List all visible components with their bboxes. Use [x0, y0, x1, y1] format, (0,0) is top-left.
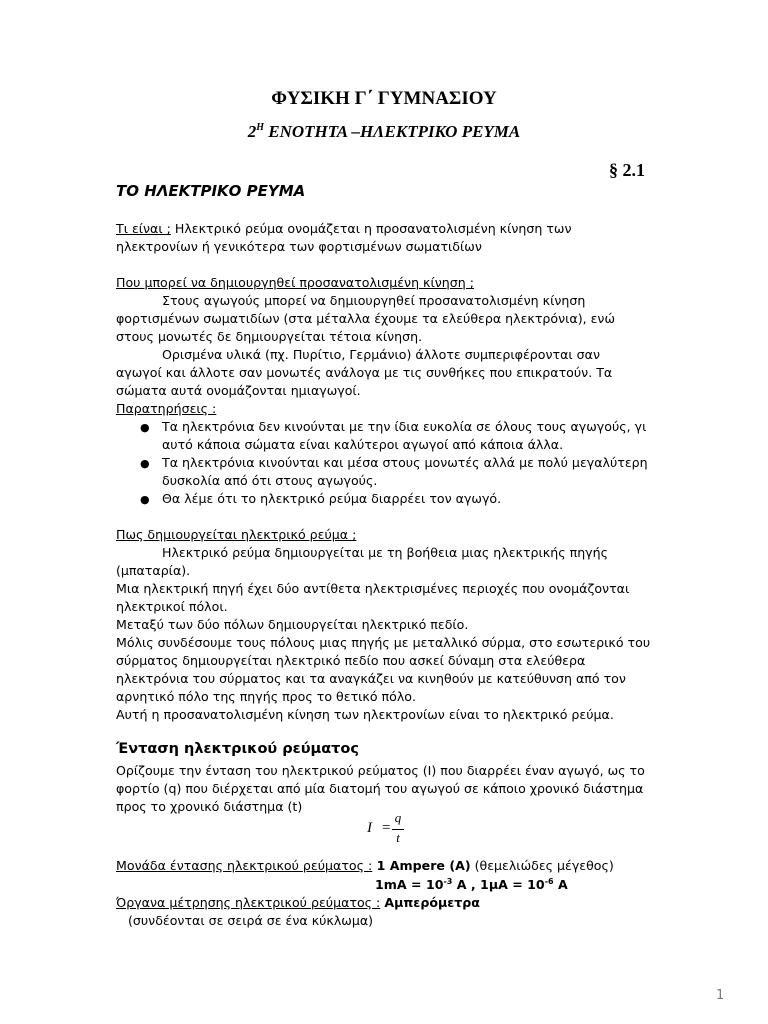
where-line-2: φορτισμένων σωματιδίων (στα μέταλλα έχουμε τα ελεύθερα ηλεκτρόνια), ενώ — [116, 311, 616, 326]
page-title: ΦΥΣΙΚΗ Γ΄ ΓΥΜΝΑΣΙΟΥ — [271, 88, 497, 109]
note-2-line-1: Τα ηλεκτρόνια κινούνται και μέσα στους μονωτές αλλά με πολύ μεγαλύτερη — [162, 455, 648, 470]
notes-label: Παρατηρήσεις : — [116, 401, 217, 416]
instruments-line: Όργανα μέτρησης ηλεκτρικού ρεύματος : Αμπερόμετρα — [116, 895, 480, 910]
current-formula — [360, 810, 420, 850]
section-number: § 2.1 — [609, 160, 645, 180]
formula-denominator: t — [396, 830, 400, 845]
intensity-line-2: φορτίο (q) που διέρχεται από μία διατομή του αγωγού σε κάποιο χρονικό διάστημα — [116, 781, 644, 796]
bullet-icon: ● — [140, 421, 150, 434]
how-line-10: Αυτή η προσανατολισμένη κίνηση των ηλεκτρονίων είναι το ηλεκτρικό ρεύμα. — [116, 707, 614, 722]
how-line-6: Μόλις συνδέσουμε τους πόλους μιας πηγής με μεταλλικό σύρμα, στο εσωτερικό του — [116, 635, 651, 650]
main-heading: ΤΟ ΗΛΕΚΤΡΙΚΟ ΡΕΥΜΑ — [116, 182, 306, 200]
note-3-line-1: Θα λέμε ότι το ηλεκτρικό ρεύμα διαρρέει τον αγωγό. — [162, 491, 502, 506]
how-line-3: Μια ηλεκτρική πηγή έχει δύο αντίθετα ηλεκτρισμένες περιοχές που ονομάζονται — [116, 581, 630, 596]
intensity-line-3: προς το χρονικό διάστημα (t) — [116, 799, 303, 814]
unit-conversions: $1mA = 10^{-3}$ A , $1\mu A = 10^{-6}$ A — [375, 877, 568, 892]
page-number: 1 — [716, 988, 725, 1003]
bullet-icon: ● — [140, 457, 150, 470]
note-2-line-2: δυσκολία από ότι στους αγωγούς. — [162, 473, 378, 488]
bullet-icon: ● — [140, 493, 150, 506]
formula-equals: = — [382, 820, 391, 836]
how-line-8: ηλεκτρόνια του σύρματος και τα αναγκάζει να κινηθούν με κατεύθυνση από τον — [116, 671, 626, 686]
intensity-line-1: Ορίζουμε την ένταση του ηλεκτρικού ρεύματος (Ι) που διαρρέει έναν αγωγό, ως το — [116, 763, 645, 778]
how-line-4: ηλεκτρικοί πόλοι. — [116, 599, 228, 614]
unit-line: Μονάδα έντασης ηλεκτρικού ρεύματος : 1 Ampere (A) (θεμελιώδες μέγεθος) — [116, 858, 614, 873]
how-line-2: (μπαταρία). — [116, 563, 191, 578]
where-label: Που μπορεί να δημιουργηθεί προσανατολισμένη κίνηση ; — [116, 275, 474, 290]
unit-subtitle: $2^H$ ΕΝΟΤΗΤΑ –ΗΛΕΚΤΡΙΚΟ ΡΕΥΜΑ — [247, 122, 521, 141]
how-line-7: σύρματος δημιουργείται ηλεκτρικό πεδίο που ασκεί δύναμη στα ελεύθερα — [116, 653, 586, 668]
where-line-5: αγωγοί και άλλοτε σαν μονωτές ανάλογα με τις συνθήκες που επικρατούν. Τα — [116, 365, 613, 380]
how-line-9: αρνητικό πόλο της πηγής προς το θετικό πόλο. — [116, 689, 416, 704]
note-1-line-2: αυτό κάποια σώματα είναι καλύτεροι αγωγοί από κάποια άλλα. — [162, 437, 564, 452]
where-line-3: στους μονωτές δε δημιουργείται τέτοια κίνηση. — [116, 329, 423, 344]
how-line-1: Ηλεκτρικό ρεύμα δημιουργείται με τη βοήθεια μιας ηλεκτρικής πηγής — [162, 545, 608, 560]
where-line-6: σώματα αυτά ονομάζονται ημιαγωγοί. — [116, 383, 361, 398]
what-line-2: ηλεκτρονίων ή γενικότερα των φορτισμένων σωματιδίων — [116, 239, 482, 254]
how-label: Πως δημιουργείται ηλεκτρικό ρεύμα ; — [116, 527, 357, 542]
where-line-1: Στους αγωγούς μπορεί να δημιουργηθεί προσανατολισμένη κίνηση — [162, 293, 586, 308]
intensity-heading: Ένταση ηλεκτρικού ρεύματος — [116, 741, 359, 757]
formula-lhs: I — [367, 820, 372, 836]
what-line-1: Τι είναι ; Ηλεκτρικό ρεύμα ονομάζεται η προσανατολισμένη κίνηση των — [116, 221, 572, 236]
instruments-note: (συνδέονται σε σειρά σε ένα κύκλωμα) — [128, 913, 374, 928]
where-line-4: Ορισμένα υλικά (πχ. Πυρίτιο, Γερμάνιο) άλλοτε συμπεριφέρονται σαν — [162, 347, 600, 362]
how-line-5: Μεταξύ των δύο πόλων δημιουργείται ηλεκτρικό πεδίο. — [116, 617, 469, 632]
formula-numerator: q — [394, 810, 402, 825]
note-1-line-1: Τα ηλεκτρόνια δεν κινούνται με την ίδια ευκολία σε όλους τους αγωγούς, γι — [162, 419, 647, 434]
